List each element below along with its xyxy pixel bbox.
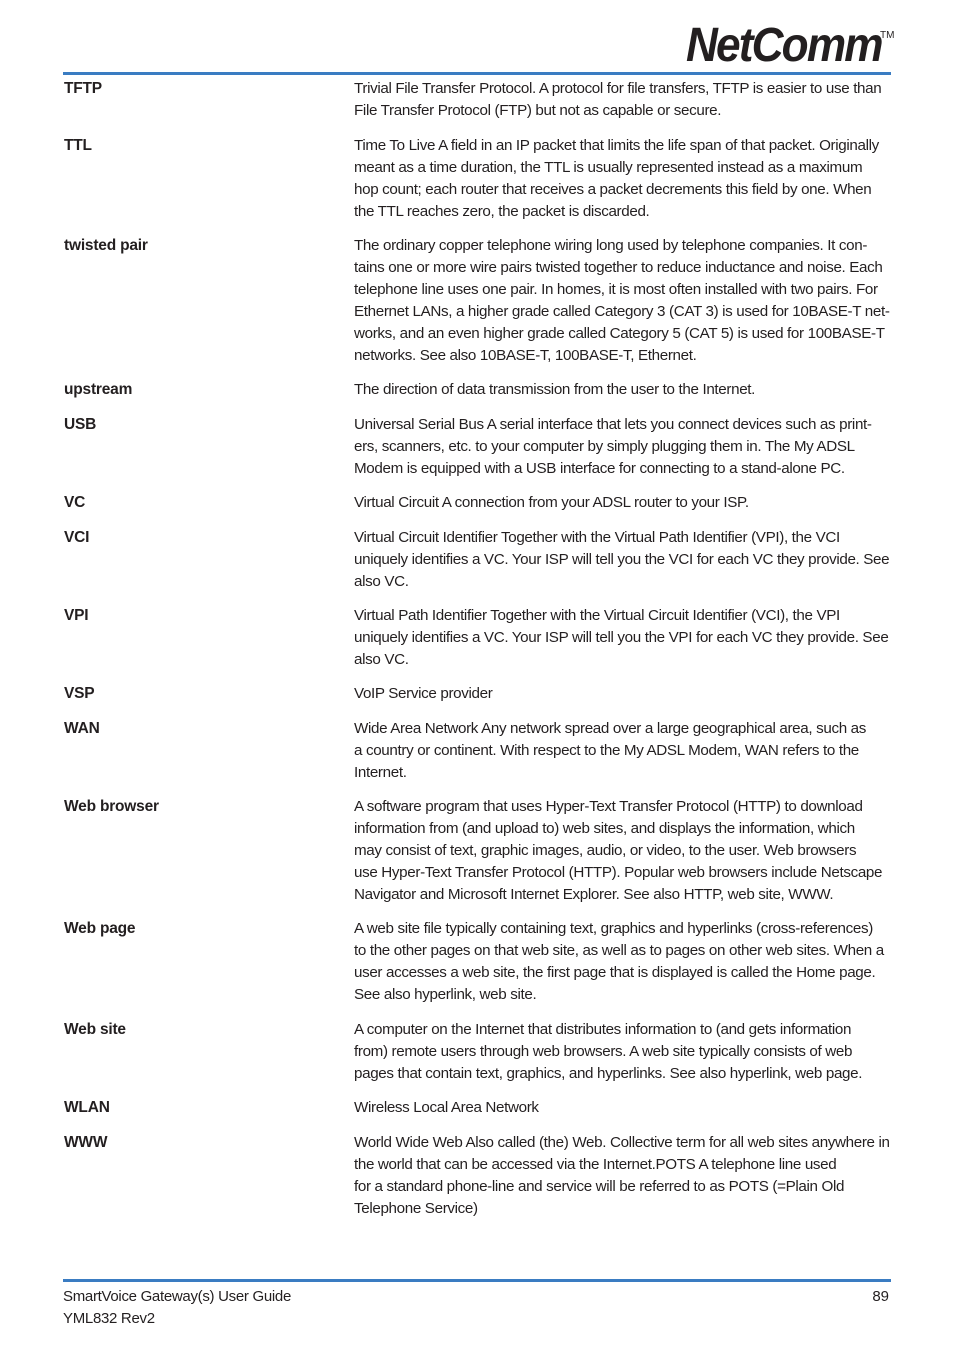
trademark-symbol: TM bbox=[880, 30, 895, 41]
glossary-term: Web browser bbox=[64, 798, 159, 815]
glossary-definition: A web site file typically containing text, graphics and hyperlinks (cross-references) to the other pages on that web site, as well as to pages on other web sites. When a user accesses a web site, the first page that is displayed is called the Home page. See also hyperlink, web site. bbox=[354, 920, 884, 1003]
glossary-definition: The ordinary copper telephone wiring long used by telephone companies. It con- tains one or more wire pairs twisted together to reduce inductance and noise. Each telephone line uses one pair. In homes, it is most often installed with two pairs. For Ethernet LANs, a higher grade called Category 3 (CAT 3) is used for 10BASE-T net- works, and an even higher grade called Category 5 (CAT 5) is used for 100BASE-T networks. See also 10BASE-T, 100BASE-T, Ethernet. bbox=[354, 237, 890, 364]
netcomm-logo bbox=[686, 19, 899, 72]
footer bbox=[63, 1286, 291, 1330]
glossary-term: VSP bbox=[64, 685, 95, 702]
footer-doc-code: YML832 Rev2 bbox=[63, 1310, 155, 1327]
header-rule bbox=[63, 72, 891, 75]
glossary-term: WAN bbox=[64, 720, 100, 737]
glossary-term: VCI bbox=[64, 529, 90, 546]
glossary-definition: VoIP Service provider bbox=[354, 685, 493, 702]
glossary-term: WLAN bbox=[64, 1099, 110, 1116]
glossary-term: upstream bbox=[64, 381, 133, 398]
glossary-term: VPI bbox=[64, 607, 89, 624]
glossary-term: USB bbox=[64, 416, 97, 433]
footer-rule bbox=[63, 1279, 891, 1282]
glossary-definition: Universal Serial Bus A serial interface that lets you connect devices such as print- ers, scanners, etc. to your computer by simply plugging them in. The My ADSL Modem is equipped with a USB interface for connecting to a stand-alone PC. bbox=[354, 416, 872, 477]
glossary-term: WWW bbox=[64, 1134, 108, 1151]
glossary-term: Web site bbox=[64, 1021, 126, 1038]
glossary-definition: A software program that uses Hyper-Text Transfer Protocol (HTTP) to download information from (and upload to) web sites, and displays the information, which may consist of text, graphic images, audio, or video, to the user. Web browsers use Hyper-Text Transfer Protocol (HTTP). Popular web browsers include Netscape Navigator and Microsoft Internet Explorer. See also HTTP, web site, WWW. bbox=[354, 798, 883, 903]
footer-guide-title: SmartVoice Gateway(s) User Guide bbox=[63, 1288, 291, 1305]
glossary-definition: Time To Live A field in an IP packet that limits the life span of that packet. Originally meant as a time duration, the TTL is usually represented instead as a maximum hop count; each router that receives a packet decrements this field by one. When the TTL reaches zero, the packet is discarded. bbox=[354, 137, 879, 220]
page-number: 89 bbox=[872, 1288, 889, 1305]
glossary-definition: The direction of data transmission from the user to the Internet. bbox=[354, 381, 756, 398]
glossary-term: TFTP bbox=[64, 80, 102, 97]
glossary-definition: Virtual Circuit A connection from your ADSL router to your ISP. bbox=[354, 494, 749, 511]
glossary-definition: Virtual Circuit Identifier Together with the Virtual Path Identifier (VPI), the VCI uniquely identifies a VC. Your ISP will tell you the VCI for each VC they provide. See also VC. bbox=[354, 529, 890, 590]
glossary-definition: A computer on the Internet that distributes information to (and gets information from) remote users through web browsers. A web site typically consists of web pages that contain text, graphics, and hyperlinks. See also hyperlink, web page. bbox=[354, 1021, 863, 1082]
glossary-term: TTL bbox=[64, 137, 92, 154]
glossary-term: VC bbox=[64, 494, 86, 511]
glossary-definition: Trivial File Transfer Protocol. A protocol for file transfers, TFTP is easier to use than File Transfer Protocol (FTP) but not as capable or secure. bbox=[354, 80, 882, 119]
glossary-term: twisted pair bbox=[64, 237, 148, 254]
logo-wordmark: NetComm bbox=[686, 19, 882, 72]
glossary-definition: Virtual Path Identifier Together with the Virtual Circuit Identifier (VCI), the VPI uniquely identifies a VC. Your ISP will tell you the VPI for each VC they provide. See also VC. bbox=[354, 607, 889, 668]
glossary-definition: World Wide Web Also called (the) Web. Collective term for all web sites anywhere in the world that can be accessed via the Internet.POTS A telephone line used for a standard phone-line and service will be referred to as POTS (=Plain Old Telephone Service) bbox=[354, 1134, 890, 1217]
glossary-definition: Wireless Local Area Network bbox=[354, 1099, 539, 1116]
glossary-definition: Wide Area Network Any network spread over a large geographical area, such as a country or continent. With respect to the My ADSL Modem, WAN refers to the Internet. bbox=[354, 720, 866, 781]
glossary-term: Web page bbox=[64, 920, 136, 937]
